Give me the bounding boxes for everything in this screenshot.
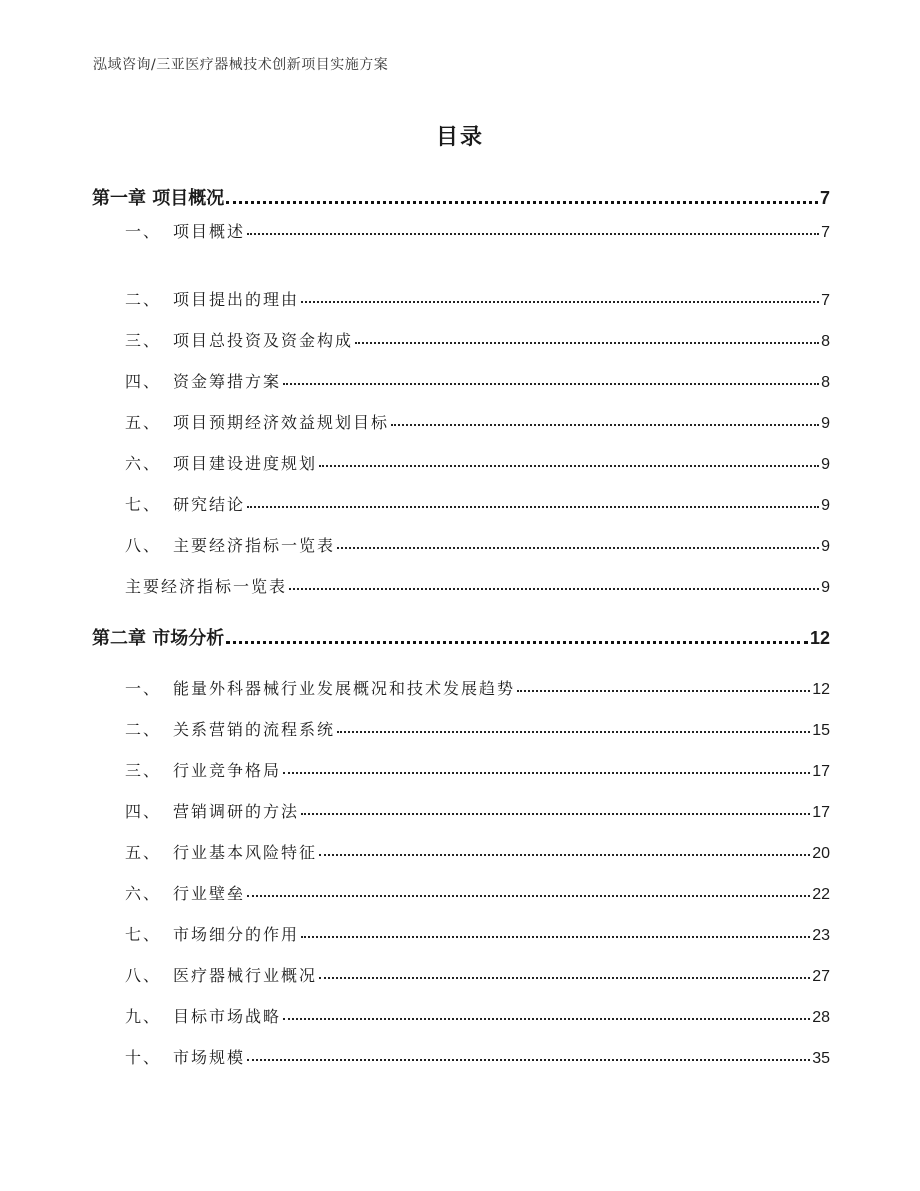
section-number: 七、 — [125, 495, 162, 514]
section-title: 关系营销的流程系统 — [173, 720, 336, 739]
dot-leader — [247, 506, 819, 508]
toc-section-2-8[interactable] — [125, 963, 830, 986]
section-title: 市场规模 — [173, 1048, 246, 1067]
section-page-number: 12 — [812, 681, 830, 698]
toc-section-2-10[interactable] — [125, 1045, 830, 1068]
section-number: 二、 — [125, 290, 162, 309]
dot-leader — [283, 1018, 810, 1020]
dot-leader — [319, 465, 819, 467]
dot-leader — [301, 813, 810, 815]
section-number: 五、 — [125, 843, 162, 862]
section-number: 四、 — [125, 802, 162, 821]
section-title: 行业竞争格局 — [173, 761, 282, 780]
dot-leader — [247, 895, 810, 897]
section-page-number: 22 — [812, 886, 830, 903]
toc-section-2-5[interactable] — [125, 840, 830, 863]
toc-title: 目录 — [435, 125, 484, 150]
section-page-number: 17 — [812, 763, 830, 780]
toc-section-1-3[interactable] — [125, 328, 830, 351]
section-title: 项目概述 — [173, 222, 246, 241]
section-number: 四、 — [125, 372, 162, 391]
dot-leader — [226, 201, 818, 204]
chapter-label: 第二章 市场分析 — [92, 628, 225, 649]
dot-leader — [355, 342, 819, 344]
section-page-number: 9 — [821, 456, 830, 473]
section-title: 资金筹措方案 — [173, 372, 282, 391]
section-number: 八、 — [125, 966, 162, 985]
section-title: 项目总投资及资金构成 — [173, 331, 354, 350]
toc-section-2-1[interactable] — [125, 676, 830, 699]
section-number: 六、 — [125, 454, 162, 473]
section-title: 项目建设进度规划 — [173, 454, 318, 473]
section-number: 八、 — [125, 536, 162, 555]
dot-leader — [301, 301, 819, 303]
toc-section-2-7[interactable] — [125, 922, 830, 945]
section-page-number: 9 — [821, 579, 830, 596]
section-title: 市场细分的作用 — [173, 925, 300, 944]
section-title: 能量外科器械行业发展概况和技术发展趋势 — [173, 679, 516, 698]
section-number: 七、 — [125, 925, 162, 944]
running-header: 泓域咨询/三亚医疗器械技术创新项目实施方案 — [93, 57, 389, 73]
chapter-page-number: 12 — [809, 628, 830, 648]
dot-leader — [391, 424, 819, 426]
section-number: 一、 — [125, 222, 162, 241]
section-number: 五、 — [125, 413, 162, 432]
toc-section-2-3[interactable] — [125, 758, 830, 781]
section-page-number: 9 — [821, 538, 830, 555]
dot-leader — [283, 772, 810, 774]
section-page-number: 35 — [812, 1050, 830, 1067]
section-page-number: 28 — [812, 1009, 830, 1026]
toc-section-1-5[interactable] — [125, 410, 830, 433]
dot-leader — [301, 936, 810, 938]
section-page-number: 9 — [821, 415, 830, 432]
dot-leader — [517, 690, 810, 692]
toc-section-1-4[interactable] — [125, 369, 830, 392]
dot-leader — [319, 854, 810, 856]
dot-leader — [289, 588, 819, 590]
section-page-number: 8 — [821, 374, 830, 391]
dot-leader — [226, 641, 808, 644]
section-page-number: 9 — [821, 497, 830, 514]
chapter-page-number: 7 — [819, 188, 830, 208]
dot-leader — [247, 233, 819, 235]
toc-section-2-9[interactable] — [125, 1004, 830, 1027]
section-page-number: 17 — [812, 804, 830, 821]
section-title: 项目预期经济效益规划目标 — [173, 413, 390, 432]
section-number: 十、 — [125, 1048, 162, 1067]
section-page-number: 7 — [821, 292, 830, 309]
toc-chapter-1[interactable] — [92, 184, 830, 210]
section-page-number: 27 — [812, 968, 830, 985]
toc-section-1-1[interactable] — [125, 219, 830, 242]
toc-section-2-4[interactable] — [125, 799, 830, 822]
dot-leader — [337, 547, 819, 549]
section-number: 九、 — [125, 1007, 162, 1026]
section-page-number: 15 — [812, 722, 830, 739]
toc-section-1-7[interactable] — [125, 492, 830, 515]
section-page-number: 7 — [821, 224, 830, 241]
dot-leader — [247, 1059, 810, 1061]
section-title: 目标市场战略 — [173, 1007, 282, 1026]
section-page-number: 23 — [812, 927, 830, 944]
dot-leader — [283, 383, 819, 385]
toc-section-1-6[interactable] — [125, 451, 830, 474]
section-title: 行业壁垒 — [173, 884, 246, 903]
section-title: 研究结论 — [173, 495, 246, 514]
section-title: 主要经济指标一览表 — [173, 536, 336, 555]
section-number: 二、 — [125, 720, 162, 739]
section-title: 行业基本风险特征 — [173, 843, 318, 862]
section-title: 医疗器械行业概况 — [173, 966, 318, 985]
section-page-number: 20 — [812, 845, 830, 862]
dot-leader — [337, 731, 810, 733]
section-number: 六、 — [125, 884, 162, 903]
section-number: 三、 — [125, 761, 162, 780]
toc-section-1-8[interactable] — [125, 533, 830, 556]
dot-leader — [319, 977, 810, 979]
section-title: 营销调研的方法 — [173, 802, 300, 821]
section-number: 三、 — [125, 331, 162, 350]
toc-table-entry[interactable] — [125, 574, 830, 597]
toc-section-1-2[interactable] — [125, 287, 830, 310]
toc-chapter-2[interactable] — [92, 624, 830, 650]
section-title: 主要经济指标一览表 — [125, 577, 288, 596]
toc-section-2-2[interactable] — [125, 717, 830, 740]
section-page-number: 8 — [821, 333, 830, 350]
section-number: 一、 — [125, 679, 162, 698]
toc-section-2-6[interactable] — [125, 881, 830, 904]
section-title: 项目提出的理由 — [173, 290, 300, 309]
chapter-label: 第一章 项目概况 — [92, 188, 225, 209]
